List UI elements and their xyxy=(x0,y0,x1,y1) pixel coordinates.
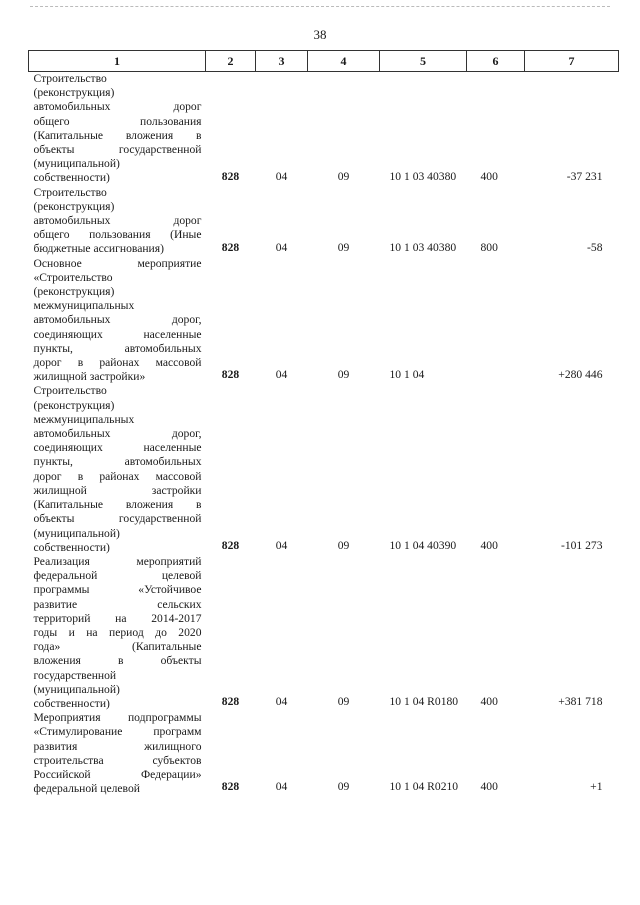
description-line: автомобильных дорог, xyxy=(33,313,202,327)
description-line: объекты государственной xyxy=(33,512,202,526)
description-line: автомобильных дорог xyxy=(33,100,202,114)
admin-code: 828 xyxy=(221,240,240,254)
description-line: общего пользования xyxy=(33,114,202,128)
description-line: соединяющих населенные xyxy=(33,441,202,455)
target-article: 10 1 04 xyxy=(389,368,425,382)
description-line: (Капитальные вложения в xyxy=(33,498,202,512)
description-line: автомобильных дорог, xyxy=(33,427,202,441)
description-line: (реконструкция) xyxy=(33,86,115,100)
description-line: годы и на период до 2020 xyxy=(33,625,202,639)
description-line: «Строительство xyxy=(33,270,113,284)
admin-code: 828 xyxy=(221,695,240,709)
amount-change: -101 273 xyxy=(560,538,603,552)
header-col-2: 2 xyxy=(206,51,256,72)
amount-change: -58 xyxy=(587,240,603,254)
description-line: объекты государственной xyxy=(33,143,202,157)
subsection-code: 09 xyxy=(337,695,350,709)
admin-code: 828 xyxy=(221,368,240,382)
target-article: 10 1 04 40390 xyxy=(389,538,457,552)
scan-edge-rule xyxy=(30,6,610,7)
header-col-1: 1 xyxy=(29,51,206,72)
subsection-code: 09 xyxy=(337,538,350,552)
description-line: (реконструкция) xyxy=(33,285,115,299)
description-line: Основное мероприятие xyxy=(33,256,202,270)
description-line: (реконструкция) xyxy=(33,199,115,213)
description-line: пункты, автомобильных xyxy=(33,341,202,355)
amount-change: +280 446 xyxy=(558,368,603,382)
page-number: 38 xyxy=(313,27,327,42)
description-line: (муниципальной) xyxy=(33,526,120,540)
description-line: (муниципальной) xyxy=(33,157,120,171)
table-row xyxy=(29,186,619,257)
description-line: жилищной застройки xyxy=(33,483,202,497)
description-line: (муниципальной) xyxy=(33,682,120,696)
description-line: дорог в районах массовой xyxy=(33,469,202,483)
amount-change: -37 231 xyxy=(566,169,603,183)
row-description xyxy=(29,186,206,257)
row-description xyxy=(29,72,206,186)
description-line: Строительство xyxy=(33,384,107,398)
header-row xyxy=(29,51,619,72)
section-code: 04 xyxy=(275,169,288,183)
description-line: общего пользования (Иные xyxy=(33,228,202,242)
row-description xyxy=(29,711,206,796)
target-article: 10 1 04 R0180 xyxy=(389,695,459,709)
description-line: Российской Федерации» xyxy=(33,767,202,781)
section-code: 04 xyxy=(275,240,288,254)
description-line: года» (Капитальные xyxy=(33,640,202,654)
admin-code: 828 xyxy=(221,538,240,552)
description-line: (Капитальные вложения в xyxy=(33,128,202,142)
description-line: собственности) xyxy=(33,540,110,554)
row-description xyxy=(29,555,206,711)
subsection-code: 09 xyxy=(337,368,350,382)
expense-type: 800 xyxy=(480,240,498,254)
table-header xyxy=(29,51,619,72)
description-line: «Стимулирование программ xyxy=(33,725,202,739)
description-line: соединяющих населенные xyxy=(33,327,202,341)
table-body xyxy=(29,72,619,797)
table-row xyxy=(29,555,619,711)
description-line: программы «Устойчивое xyxy=(33,583,202,597)
table-row xyxy=(29,711,619,796)
description-line: строительства субъектов xyxy=(33,753,202,767)
subsection-code: 09 xyxy=(337,240,350,254)
description-line: Реализация мероприятий xyxy=(33,554,202,568)
section-code: 04 xyxy=(275,780,288,794)
table-row xyxy=(29,384,619,554)
subsection-code: 09 xyxy=(337,169,350,183)
description-line: Мероприятия подпрограммы xyxy=(33,711,202,725)
subsection-code: 09 xyxy=(337,780,350,794)
table-row xyxy=(29,257,619,385)
description-line: собственности) xyxy=(33,696,110,710)
description-line: бюджетные ассигнования) xyxy=(33,242,164,256)
budget-table xyxy=(28,50,619,796)
target-article: 10 1 03 40380 xyxy=(389,240,457,254)
header-col-7: 7 xyxy=(525,51,619,72)
description-line: автомобильных дорог xyxy=(33,214,202,228)
description-line: государственной xyxy=(33,668,117,682)
header-col-5: 5 xyxy=(380,51,467,72)
description-line: федеральной целевой xyxy=(33,782,140,796)
description-line: пункты, автомобильных xyxy=(33,455,202,469)
header-col-4: 4 xyxy=(308,51,380,72)
description-line: межмуниципальных xyxy=(33,412,135,426)
section-code: 04 xyxy=(275,538,288,552)
expense-type: 400 xyxy=(480,780,498,794)
description-line: территорий на 2014-2017 xyxy=(33,611,202,625)
expense-type: 400 xyxy=(480,538,498,552)
description-line: развития жилищного xyxy=(33,739,202,753)
section-code: 04 xyxy=(275,695,288,709)
header-col-3: 3 xyxy=(256,51,308,72)
row-description xyxy=(29,384,206,554)
target-article: 10 1 04 R0210 xyxy=(389,780,459,794)
description-line: собственности) xyxy=(33,171,110,185)
expense-type: 400 xyxy=(480,695,498,709)
target-article: 10 1 03 40380 xyxy=(389,169,457,183)
amount-change: +381 718 xyxy=(558,695,603,709)
description-line: (реконструкция) xyxy=(33,398,115,412)
amount-change: +1 xyxy=(590,780,603,794)
admin-code: 828 xyxy=(221,169,240,183)
header-col-6: 6 xyxy=(467,51,525,72)
table-row xyxy=(29,72,619,186)
section-code: 04 xyxy=(275,368,288,382)
description-line: межмуниципальных xyxy=(33,299,135,313)
description-line: жилищной застройки» xyxy=(33,370,146,384)
expense-type: 400 xyxy=(480,169,498,183)
description-line: развитие сельских xyxy=(33,597,202,611)
description-line: федеральной целевой xyxy=(33,569,202,583)
row-description xyxy=(29,257,206,385)
expense-type xyxy=(467,257,525,385)
description-line: дорог в районах массовой xyxy=(33,356,202,370)
description-line: вложения в объекты xyxy=(33,654,202,668)
description-line: Строительство xyxy=(33,72,107,85)
description-line: Строительство xyxy=(33,185,107,199)
admin-code: 828 xyxy=(221,780,240,794)
